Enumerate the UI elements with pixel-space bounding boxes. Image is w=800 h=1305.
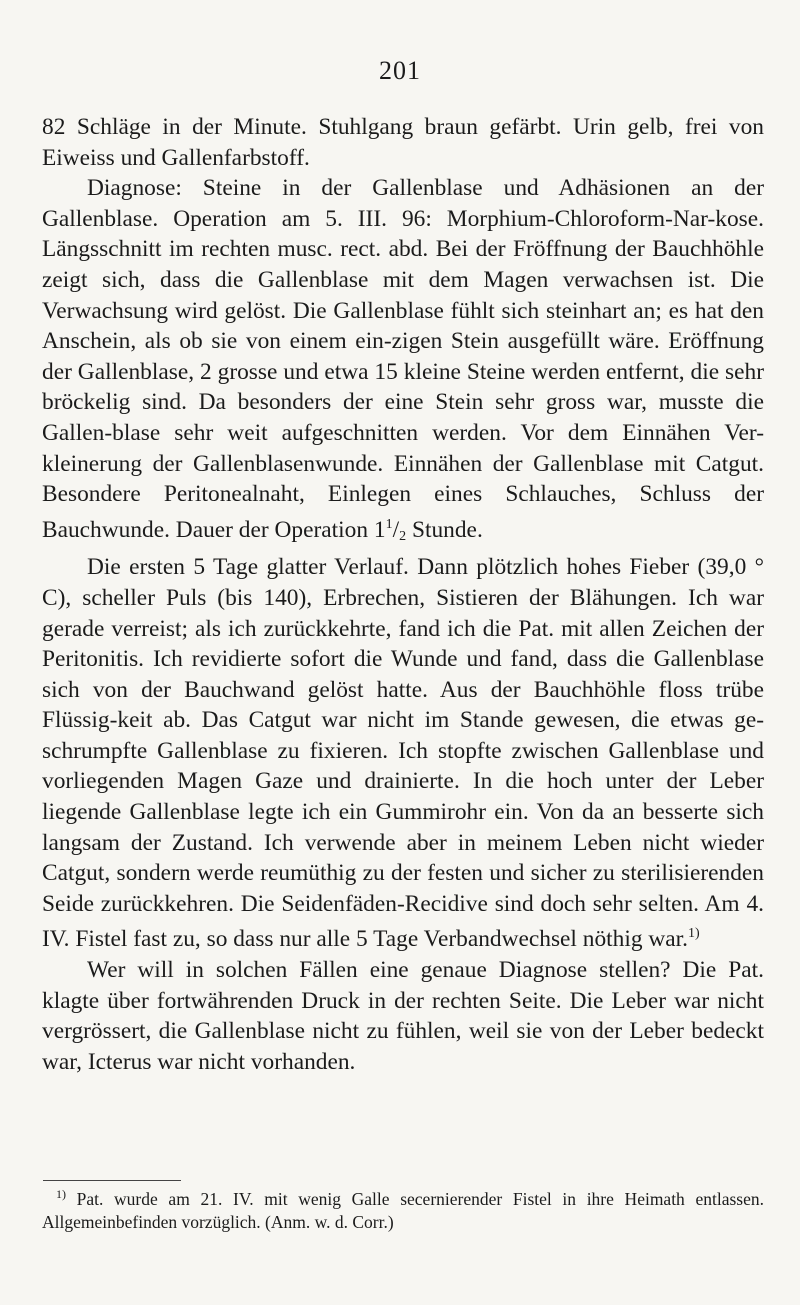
paragraph: [42, 112, 764, 173]
paragraph-text: Wer will in solchen Fällen eine genaue Diagnose stellen? Die Pat. klagte über fortwährenden Druck in der rechten Seite. Die Leber war nicht vergrössert, die Gallenblase nicht zu fühlen, weil sie von der Leber bedeckt war, Icterus war nicht vorhanden.: [42, 957, 764, 1075]
footnote-divider: [43, 1180, 181, 1181]
page-number: 201: [379, 56, 421, 85]
footnote-text: Pat. wurde am 21. IV. mit wenig Galle secernierender Fistel in ihre Heimath entlassen. Allgemeinbefinden vorzüglich. (Anm. w. d. Corr.): [42, 1189, 764, 1232]
fraction-slash: /: [392, 516, 400, 543]
footnote: [42, 1183, 764, 1234]
paragraph: [42, 173, 764, 552]
fraction-denominator: 2: [399, 528, 407, 544]
paragraph: [42, 955, 764, 1077]
paragraph: [42, 552, 764, 955]
paragraph-text: Diagnose: Steine in der Gallenblase und Adhäsionen an der Gallenblase. Operation am 5. III. 96: Morphium-Chloroform-Nar-kose. Längsschnitt im rechten musc. rect. abd. Bei der Fröffnung der Bauchhöhle zeigt sich, dass die Gallenblase mit dem Magen verwachsen ist. Die Verwachsung wird gelöst. Die Gallenblase fühlt sich steinhart an; es hat den Anschein, als ob sie von einem ein-zigen Stein ausgefüllt wäre. Eröffnung der Gallenblase, 2 grosse und etwa 15 kleine Steine werden entfernt, die sehr bröckelig sind. Da besonders der eine Stein sehr gross war, musste die Gallen-blase sehr weit aufgeschnitten werden. Vor dem Einnähen Ver-kleinerung der Gallenblasenwunde. Einnähen der Gallenblase mit Catgut. Besondere Peritonealnaht, Einlegen eines Schlauches, Schluss der Bauchwunde. Dauer der Operation: [42, 175, 764, 543]
paragraph-text: 82 Schläge in der Minute. Stuhlgang braun gefärbt. Urin gelb, frei von Eiweiss und Gallenfarbstoff.: [42, 114, 764, 171]
duration-fraction: [374, 517, 406, 543]
fraction-numerator: 1: [385, 516, 393, 532]
footnote-reference: 1): [688, 926, 700, 942]
paragraph-text: Die ersten 5 Tage glatter Verlauf. Dann plötzlich hohes Fieber (39,0 ° C), scheller Puls (bis 140), Erbrechen, Sistieren der Blähungen. Ich war gerade verreist; als ich zurückkehrte, fand ich die Pat. mit allen Zeichen der Peritonitis. Ich revidierte sofort die Wunde und fand, dass die Gallenblase sich von der Bauchwand gelöst hatte. Aus der Bauchhöhle floss trübe Flüssig-keit ab. Das Catgut war nicht im Stande gewesen, die etwas ge-schrumpfte Gallenblase zu fixieren. Ich stopfte zwischen Gallenblase und vorliegenden Magen Gaze und drainierte. In die hoch unter der Leber liegende Gallenblase legte ich ein Gummirohr ein. Von da an besserte sich langsam der Zustand. Ich verwende aber in meinem Leben nicht wieder Catgut, sondern werde reumüthig zu der festen und sicher zu sterilisierenden Seide zurückkehren. Die Seidenfäden-Recidive sind doch sehr selten. Am 4. IV. Fistel fast zu, so dass nur alle 5 Tage Verbandwechsel nöthig war.: [42, 554, 764, 953]
body-text: [42, 112, 764, 1077]
footnote-marker: 1): [56, 1187, 66, 1201]
paragraph-text: Stunde.: [411, 516, 483, 543]
fraction-whole: 1: [373, 516, 386, 543]
